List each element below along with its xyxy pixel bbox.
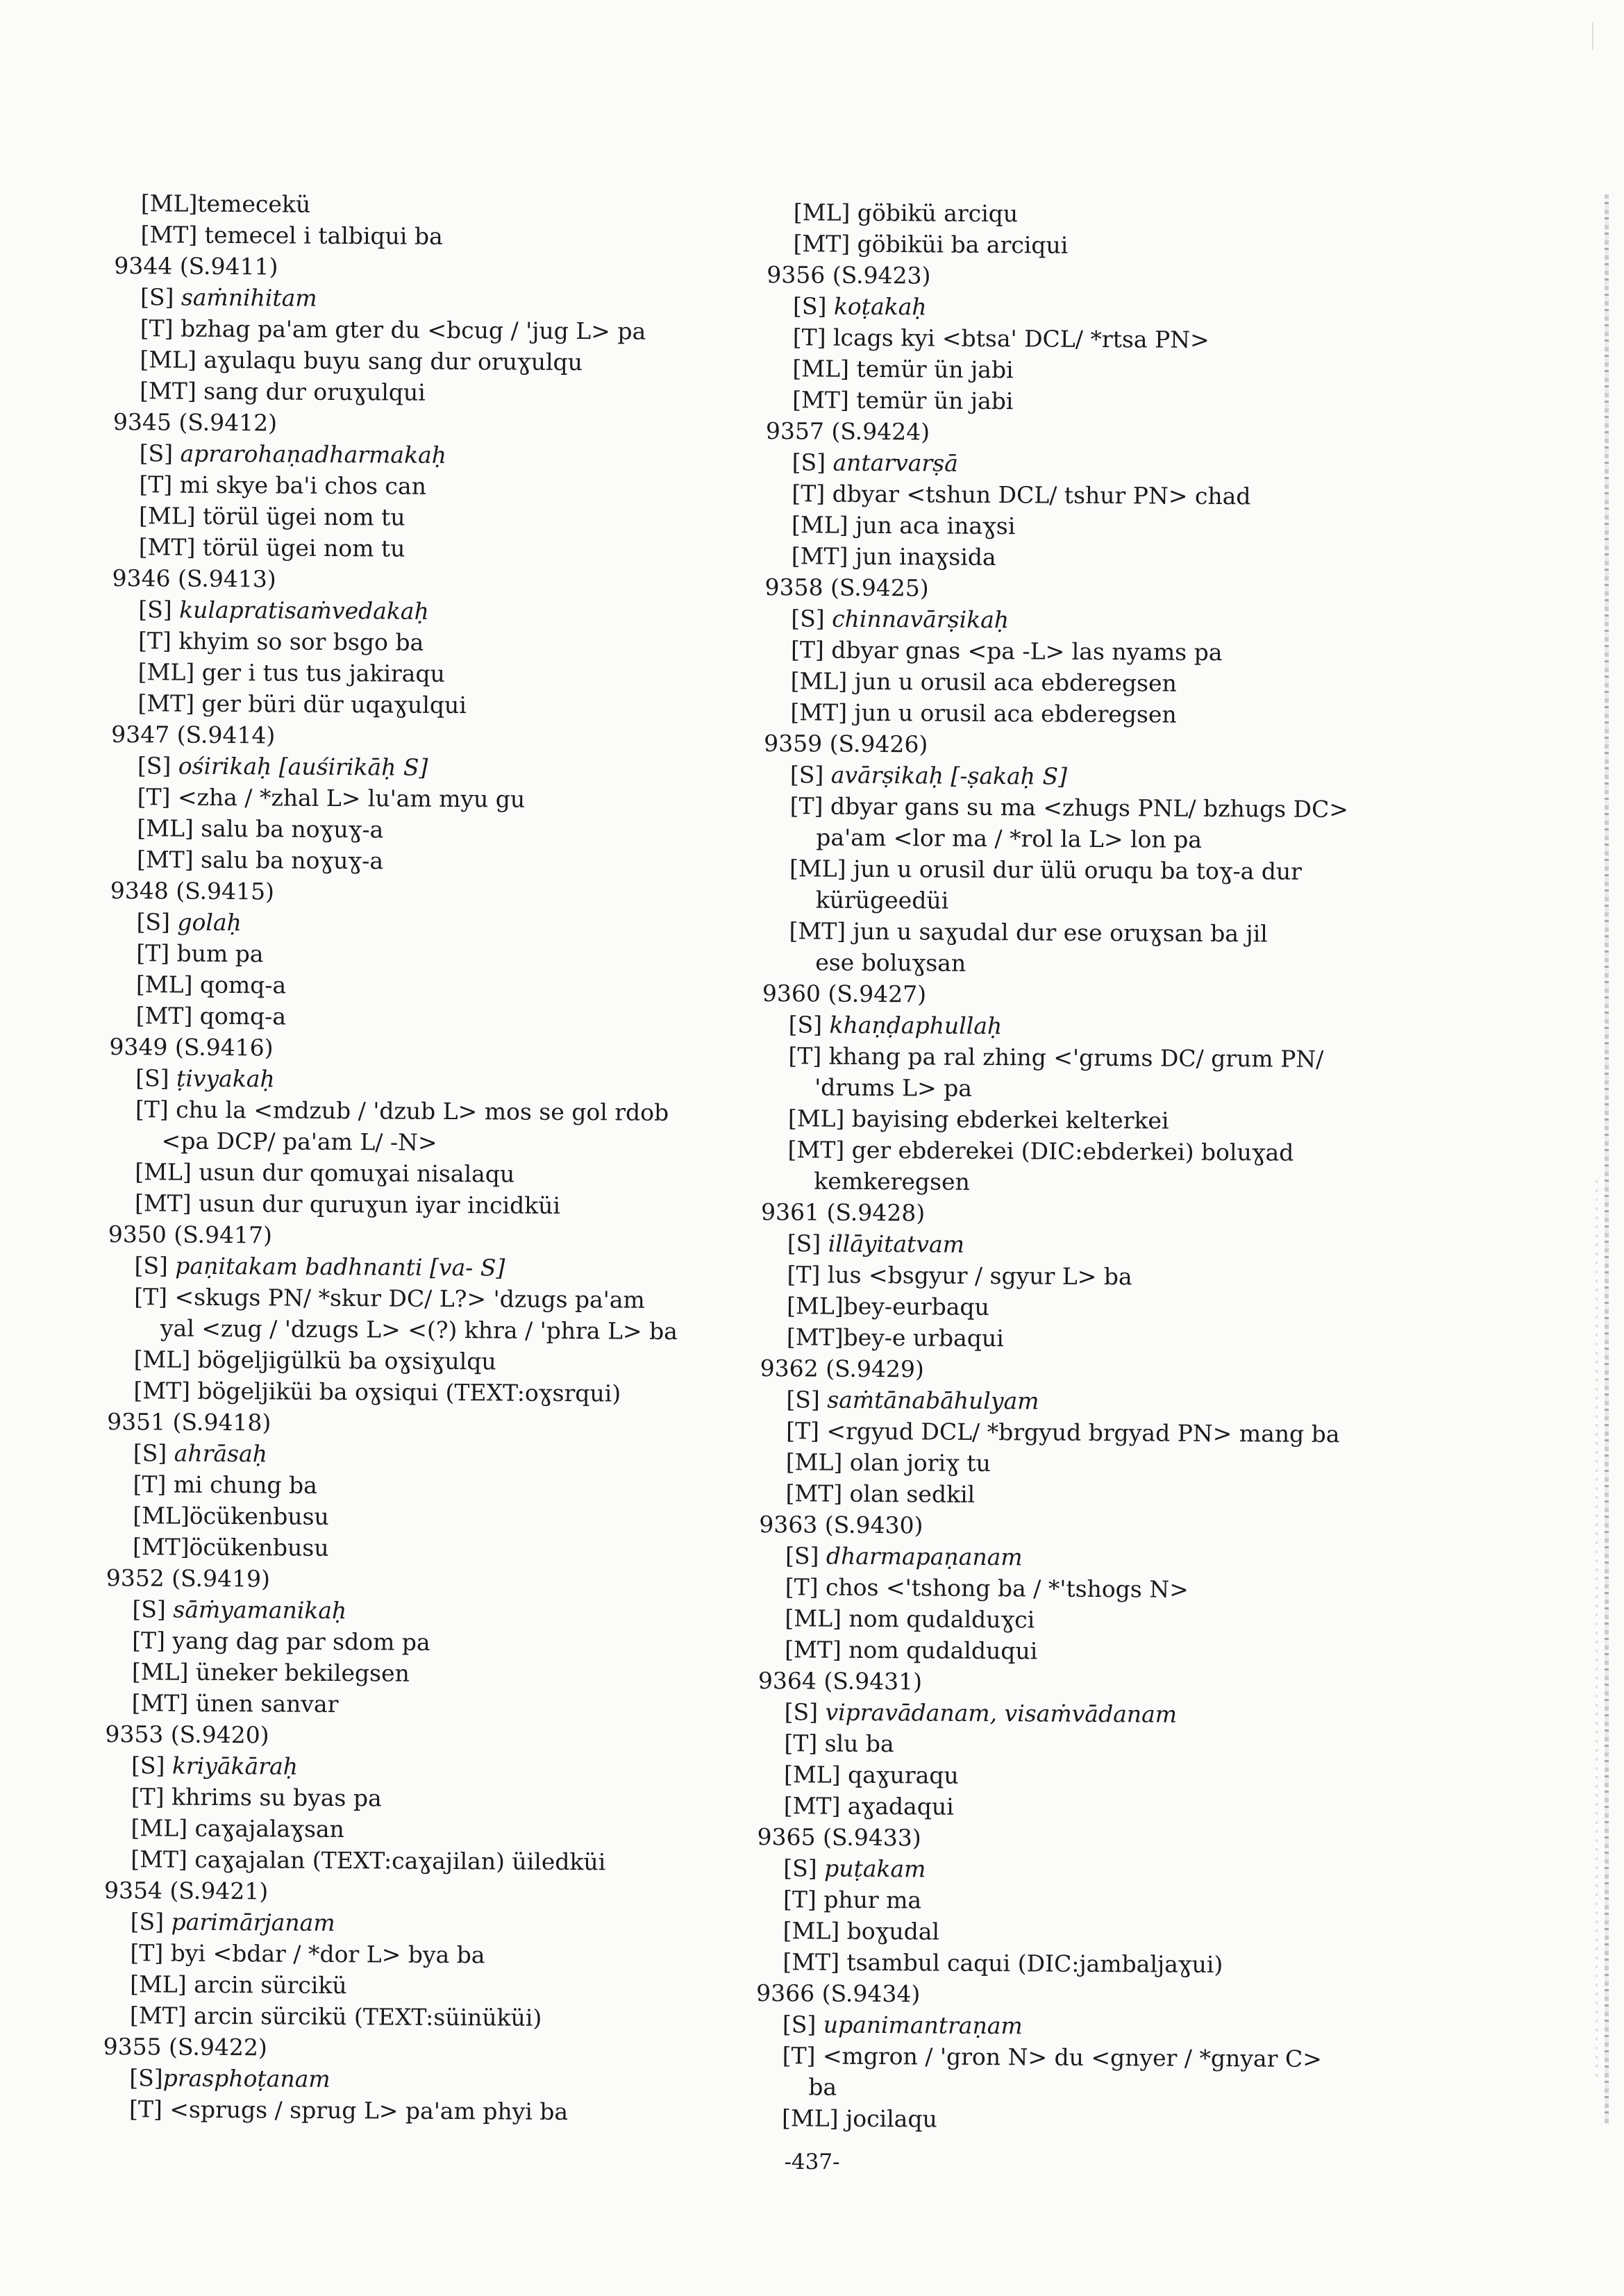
entry-line: [T] <mgron / 'gron N> du <gnyer / *gnyar C>	[782, 2042, 1322, 2072]
entry-number: 9362 (S.9429)	[760, 1354, 924, 1383]
entry-line: [S] saṁnihitam	[140, 283, 317, 312]
entry-line: [S] ṭivyakaḥ	[135, 1064, 275, 1093]
entry-line: [MT] olan sedkil	[785, 1480, 976, 1508]
entry-line: [MT] sang dur oruɣulqui	[140, 377, 426, 406]
entry-continuation: 'drums L> pa	[814, 1073, 973, 1102]
entry-number: 9351 (S.9418)	[107, 1407, 271, 1436]
scan-corner-mark	[1592, 22, 1603, 50]
entry-line: [T] chos <'tshong ba / *'tshogs N>	[785, 1573, 1189, 1603]
entry-line: [S] chinnavārṣikaḥ	[791, 605, 1010, 634]
entry-line: [S] ahrāsaḥ	[133, 1439, 268, 1468]
entry-line: [T] byi <bdar / *dor L> bya ba	[130, 1939, 485, 1969]
entry-line: [S] khaṇḍaphullaḥ	[788, 1011, 1003, 1040]
entry-line: [T] dbyar gnas <pa -L> las nyams pa	[790, 636, 1223, 667]
scan-edge-artifact	[1605, 194, 1609, 2125]
entry-continuation: kemkeregsen	[814, 1167, 970, 1196]
entry-number: 9346 (S.9413)	[112, 564, 276, 593]
entry-line: [ML]bey-eurbaqu	[787, 1292, 989, 1321]
entry-line: [MT] temecel i talbiqui ba	[140, 221, 443, 250]
entry-number: 9363 (S.9430)	[759, 1510, 923, 1539]
scan-edge-artifact	[1596, 1180, 1598, 2083]
entry-number: 9361 (S.9428)	[760, 1198, 926, 1227]
entry-line: [T] yang dag par sdom pa	[132, 1627, 430, 1656]
entry-line: [ML] törül ügei nom tu	[138, 502, 405, 531]
entry-line: [S] antarvarṣā	[792, 449, 958, 477]
entry-line: [ML] üneker bekilegsen	[131, 1658, 410, 1687]
entry-line: [MT] usun dur quruɣun iyar incidküi	[134, 1189, 561, 1219]
entry-number: 9364 (S.9431)	[757, 1666, 923, 1695]
left-column	[103, 187, 781, 2129]
entry-line: [S] vipravādanam, visaṁvādanam	[784, 1698, 1178, 1728]
entry-line: [ML] jun u orusil dur ülü oruqu ba toɣ-a dur	[789, 855, 1303, 885]
entry-line: [S]prasphoṭanam	[129, 2064, 330, 2093]
entry-line: [ML]temecekü	[140, 190, 311, 218]
entry-line: [S] kriyākāraḥ	[131, 1752, 299, 1780]
entry-line: [ML] olan joriɣ tu	[785, 1448, 991, 1477]
entry-number: 9350 (S.9417)	[108, 1220, 273, 1249]
entry-line: [MT] temür ün jabi	[792, 386, 1014, 415]
entry-line: [T] phur ma	[782, 1886, 922, 1914]
entry-line: [T] <sprugs / sprug L> pa'am phyi ba	[128, 2095, 569, 2126]
entry-line: [S] puṭakam	[783, 1854, 926, 1883]
entry-line: [ML] arcin sürcikü	[130, 1970, 347, 2000]
entry-line: [ML] jun u orusil aca ebderegsen	[790, 667, 1177, 697]
entry-number: 9366 (S.9434)	[756, 1979, 921, 2008]
entry-number: 9345 (S.9412)	[112, 408, 278, 437]
entry-line: [MT] arcin sürcikü (TEXT:süinüküi)	[129, 2002, 542, 2031]
entry-number: 9356 (S.9423)	[767, 260, 931, 290]
entry-number: 9359 (S.9426)	[764, 729, 928, 758]
entry-line: [ML] usun dur qomuɣai nisalaqu	[135, 1158, 515, 1188]
entry-line: [MT] ger büri dür uqaɣulqui	[137, 689, 467, 719]
entry-line: [S] paṇitakam badhnanti [va- S]	[134, 1252, 505, 1282]
entry-line: [MT] jun u orusil aca ebderegsen	[790, 698, 1177, 728]
entry-line: [ML] jun aca inaɣsi	[791, 511, 1016, 540]
entry-number: 9348 (S.9415)	[110, 876, 275, 905]
entry-line: [S] sāṁyamanikaḥ	[132, 1595, 347, 1625]
entry-continuation: ba	[808, 2073, 837, 2101]
entry-line: [ML] nom qudalduɣci	[785, 1604, 1035, 1634]
entry-line: [T] mi skye ba'i chos can	[139, 471, 427, 500]
entry-continuation: kürügeedüi	[815, 886, 949, 914]
entry-number: 9349 (S.9416)	[109, 1032, 274, 1062]
entry-number: 9353 (S.9420)	[105, 1720, 269, 1749]
entry-number: 9365 (S.9433)	[757, 1822, 921, 1852]
entry-line: [T] khang pa ral zhing <'grums DC/ grum PN/	[788, 1042, 1324, 1073]
entry-continuation: yal <zug / 'dzugs L> <(?) khra / 'phra L> ba	[160, 1314, 678, 1345]
entry-line: [T] chu la <mdzub / 'dzub L> mos se gol rdob	[135, 1096, 669, 1126]
entry-line: [T] dbyar <tshun DCL/ tshur PN> chad	[792, 480, 1251, 510]
entry-line: [S] koṭakaḥ	[792, 292, 927, 321]
entry-line: [ML] ger i tus tus jakiraqu	[137, 658, 445, 687]
entry-line: [S] dharmapaṇanam	[785, 1542, 1023, 1571]
entry-line: [T] bum pa	[136, 939, 264, 968]
entry-line: [S] upanimantraṇam	[782, 2011, 1023, 2040]
entry-line: [ML] salu ba noɣuɣ-a	[137, 814, 384, 844]
entry-line: [S] parimārjanam	[130, 1908, 335, 1936]
entry-line: [ML] caɣajalaɣsan	[131, 1814, 344, 1843]
entry-number: 9354 (S.9421)	[103, 1876, 269, 1905]
entry-line: [S] kulapratisaṁvedakaḥ	[138, 596, 429, 625]
entry-line: [MT] ünen sanvar	[131, 1689, 339, 1718]
entry-line: [MT] jun inaɣsida	[791, 542, 996, 571]
entry-line: [ML] bögeljigülkü ba oɣsiɣulqu	[133, 1346, 496, 1375]
entry-line: [MT] göbiküi ba arciqui	[793, 230, 1069, 259]
entry-number: 9358 (S.9425)	[764, 573, 929, 602]
entry-line: [T] bzhag pa'am gter du <bcug / 'jug L> pa	[140, 315, 646, 345]
entry-line: [T] <rgyud DCL/ *brgyud brgyad PN> mang ba	[786, 1417, 1340, 1448]
right-column	[755, 196, 1434, 2138]
entry-line: [MT] qomq-a	[135, 1002, 287, 1030]
page-number: -437-	[784, 2150, 840, 2175]
entry-line: [ML]öcükenbusu	[133, 1502, 329, 1530]
entry-line: [MT] bögeljiküi ba oɣsiqui (TEXT:oɣsrqui)	[133, 1377, 621, 1407]
entry-line: [T] slu ba	[784, 1729, 894, 1758]
entry-line: [ML] qaɣuraqu	[783, 1761, 959, 1789]
entry-line: [MT] aɣadaqui	[783, 1792, 954, 1820]
entry-line: [MT] salu ba noɣuɣ-a	[136, 846, 384, 875]
entry-line: [MT] nom qudalduqui	[785, 1636, 1038, 1665]
entry-line: [MT] törül ügei nom tu	[138, 533, 405, 562]
entry-line: [MT]bey-e urbaqui	[786, 1323, 1004, 1352]
entry-continuation: pa'am <lor ma / *rol la L> lon pa	[816, 823, 1203, 853]
entry-number: 9357 (S.9424)	[765, 417, 930, 446]
entry-continuation: <pa DCP/ pa'am L/ -N>	[161, 1127, 437, 1156]
entry-line: [T] lcags kyi <btsa' DCL/ *rtsa PN>	[792, 324, 1209, 353]
entry-number: 9355 (S.9422)	[103, 2032, 267, 2061]
entry-line: [T] dbyar gans su ma <zhugs PNL/ bzhugs DC>	[789, 792, 1349, 823]
entry-number: 9352 (S.9419)	[106, 1564, 271, 1593]
entry-line: [MT] tsambul caqui (DIC:jambaljaɣui)	[782, 1948, 1223, 1979]
entry-line: [MT] jun u saɣudal dur ese oruɣsan ba jil	[789, 917, 1268, 948]
entry-number: 9344 (S.9411)	[114, 251, 278, 280]
entry-line: [MT] caɣajalan (TEXT:caɣajilan) üiledküi	[131, 1845, 606, 1876]
entry-line: [S] saṁtānabāhulyam	[786, 1386, 1039, 1415]
entry-line: [ML] jocilaqu	[781, 2104, 937, 2133]
entry-line: [MT]öcükenbusu	[132, 1533, 329, 1561]
entry-line: [ML] aɣulaqu buyu sang dur oruɣulqu	[140, 346, 583, 376]
entry-line: [ML] temür ün jabi	[792, 355, 1014, 384]
entry-line: [ML] göbikü arciqu	[793, 199, 1019, 228]
entry-number: 9360 (S.9427)	[762, 979, 927, 1008]
entry-line: [S] ośirikaḥ [auśirikāḥ S]	[137, 752, 428, 781]
entry-line: [ML] bayising ebderkei kelterkei	[787, 1105, 1169, 1134]
entry-line: [T] khyim so sor bsgo ba	[137, 627, 424, 656]
entry-line: [T] <zha / *zhal L> lu'am myu gu	[137, 783, 526, 813]
entry-continuation: ese boluɣsan	[815, 948, 966, 977]
entry-line: [S] golaḥ	[136, 908, 242, 937]
entry-line: [S] illāyitatvam	[787, 1230, 965, 1258]
entry-line: [MT] ger ebderekei (DIC:ebderkei) boluɣad	[787, 1136, 1294, 1166]
entry-line: [ML] qomq-a	[135, 971, 287, 999]
entry-line: [S] avārṣikaḥ [-ṣakaḥ S]	[789, 761, 1068, 790]
entry-line: [T] khrims su byas pa	[131, 1783, 382, 1812]
entry-line: [ML] boɣudal	[782, 1917, 940, 1945]
entry-line: [T] <skugs PN/ *skur DC/ L?> 'dzugs pa'am	[134, 1283, 645, 1314]
entry-line: [T] mi chung ba	[133, 1470, 317, 1499]
entry-line: [S] aprarohaṇadharmakaḥ	[139, 439, 447, 469]
entry-line: [T] lus <bsgyur / sgyur L> ba	[787, 1261, 1132, 1291]
entry-number: 9347 (S.9414)	[111, 720, 276, 749]
